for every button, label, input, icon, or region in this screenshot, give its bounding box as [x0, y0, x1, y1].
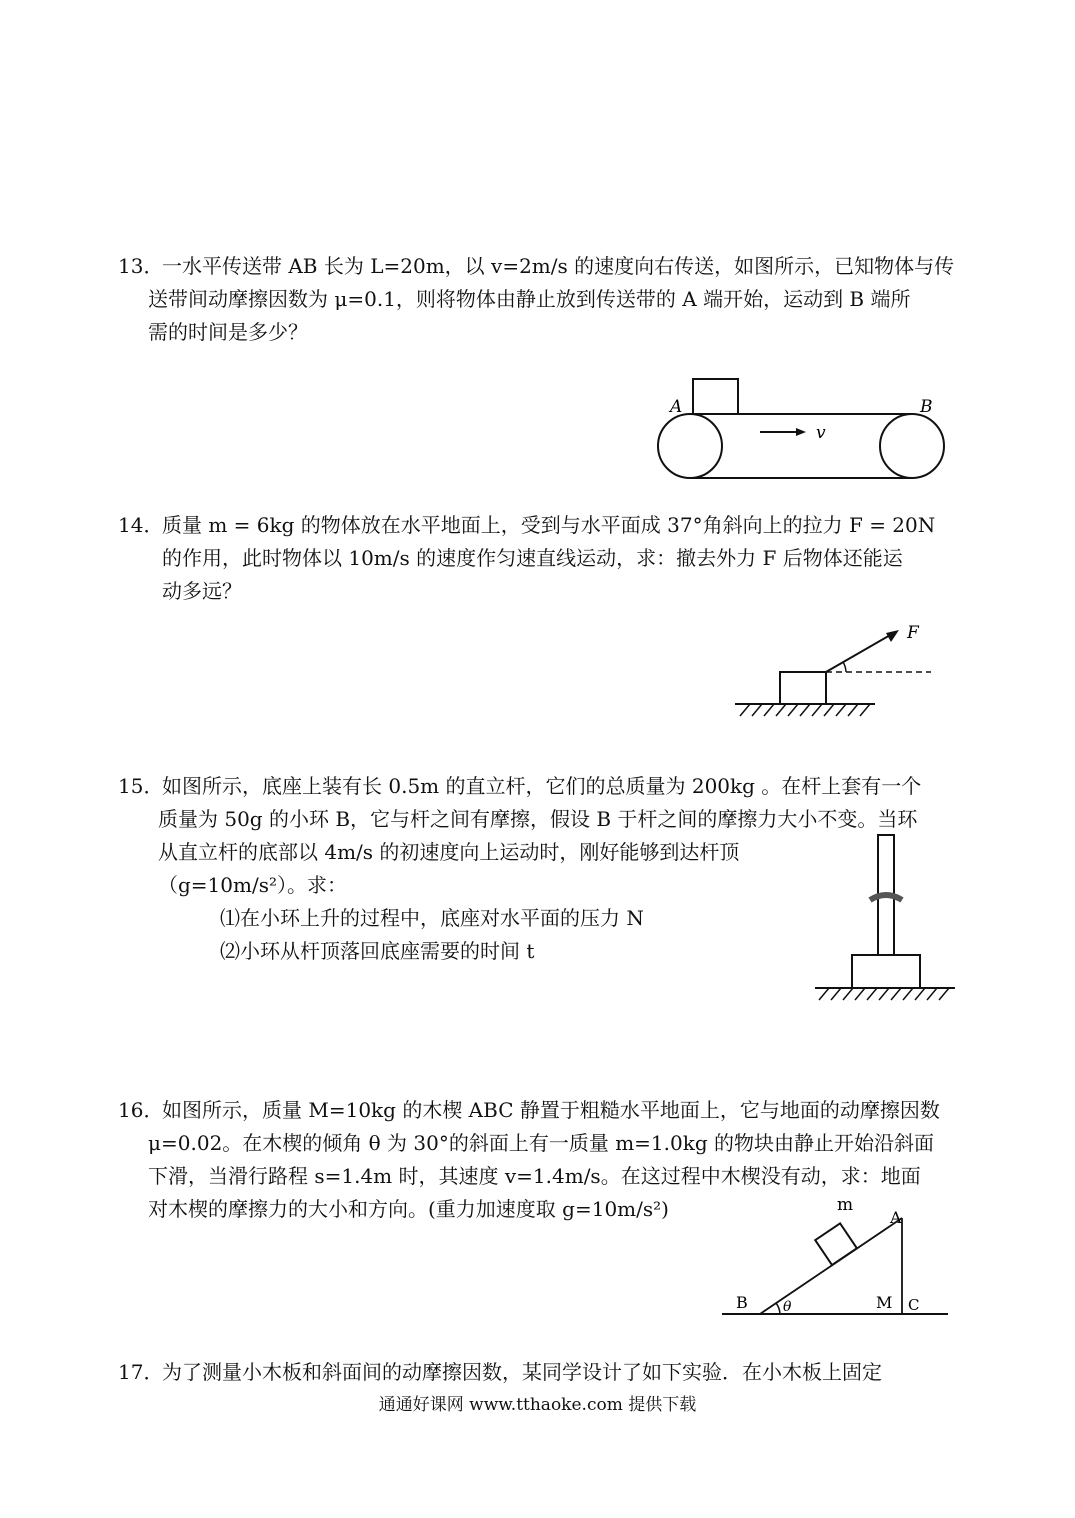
block	[693, 379, 738, 414]
problem-text-line: 动多远？	[162, 579, 242, 603]
arrow-head-icon	[886, 630, 899, 642]
base	[852, 955, 920, 988]
label-a: A	[670, 397, 683, 417]
left-pulley	[658, 414, 722, 478]
pull-force-figure	[735, 620, 935, 720]
problem-number: 13．	[118, 254, 164, 278]
page-footer: 通通好课网 www.tthaoke.com 提供下载	[378, 1395, 697, 1415]
block	[780, 672, 826, 704]
label-c: C	[908, 1296, 920, 1314]
sub-question-2: ⑵小环从杆顶落回底座需要的时间 t	[220, 939, 535, 963]
problem-text-line: 质量 m = 6kg 的物体放在水平地面上，受到与水平面成 37°角斜向上的拉力 F = 20N	[162, 513, 936, 537]
sub-question-1: ⑴在小环上升的过程中，底座对水平面的压力 N	[220, 906, 644, 930]
problem-text-line: 送带间动摩擦因数为 μ=0.1，则将物体由静止放到传送带的 A 端开始，运动到 B 端所	[148, 287, 911, 311]
problem-text-line: 需的时间是多少？	[148, 320, 308, 344]
label-v: v	[816, 423, 826, 443]
problem-text-line: 从直立杆的底部以 4m/s 的初速度向上运动时，刚好能够到达杆顶	[158, 840, 740, 864]
label-mm: M	[876, 1293, 893, 1312]
problem-text-line: 质量为 50g 的小环 B，它与杆之间有摩擦，假设 B 于杆之间的摩擦力大小不变。当环	[158, 807, 918, 831]
label-b: B	[736, 1293, 748, 1312]
problem-text-line: 如图所示，质量 M=10kg 的木楔 ABC 静置于粗糙水平地面上，它与地面的动摩擦因数	[162, 1098, 940, 1122]
label-f: F	[907, 623, 919, 643]
right-pulley	[880, 414, 944, 478]
problem-text-line: 为了测量小木板和斜面间的动摩擦因数，某同学设计了如下实验．在小木板上固定	[162, 1360, 882, 1384]
problem-text-line: 一水平传送带 AB 长为 L=20m，以 v=2m/s 的速度向右传送，如图所示，已知物体与传	[162, 254, 955, 278]
problem-number: 17．	[118, 1360, 164, 1384]
wedge-figure	[722, 1190, 952, 1325]
force-arrow	[826, 634, 892, 672]
problem-text-line: 如图所示，底座上装有长 0.5m 的直立杆，它们的总质量为 200kg 。在杆上套有一个	[162, 774, 922, 798]
ground-hatch	[819, 988, 949, 1000]
angle-arc	[776, 1303, 780, 1314]
problem-text-line: 下滑，当滑行路程 s=1.4m 时，其速度 v=1.4m/s。在这过程中木楔没有动，求：地面	[148, 1164, 921, 1188]
problem-text-line: 对木楔的摩擦力的大小和方向。(重力加速度取 g=10m/s²)	[148, 1197, 669, 1221]
block-m	[815, 1223, 857, 1265]
ground-hatch	[740, 704, 870, 716]
label-b: B	[920, 397, 933, 417]
label-theta: θ	[783, 1299, 792, 1315]
problem-number: 15．	[118, 774, 164, 798]
problem-number: 14．	[118, 513, 164, 537]
problem-number: 16．	[118, 1098, 164, 1122]
conveyor-belt-figure	[650, 372, 950, 482]
rod-base-figure	[815, 832, 960, 1007]
label-a: A	[890, 1208, 902, 1227]
problem-text-line: 的作用，此时物体以 10m/s 的速度作匀速直线运动，求：撤去外力 F 后物体还能运	[162, 546, 903, 570]
label-m: m	[837, 1195, 854, 1215]
problem-text-line: （g=10m/s²）。求：	[158, 873, 347, 897]
arrow-head-icon	[796, 428, 806, 436]
problem-text-line: μ=0.02。在木楔的倾角 θ 为 30°的斜面上有一质量 m=1.0kg 的物块由静止开始沿斜面	[148, 1131, 935, 1155]
angle-arc	[843, 662, 846, 672]
ring	[870, 895, 902, 900]
